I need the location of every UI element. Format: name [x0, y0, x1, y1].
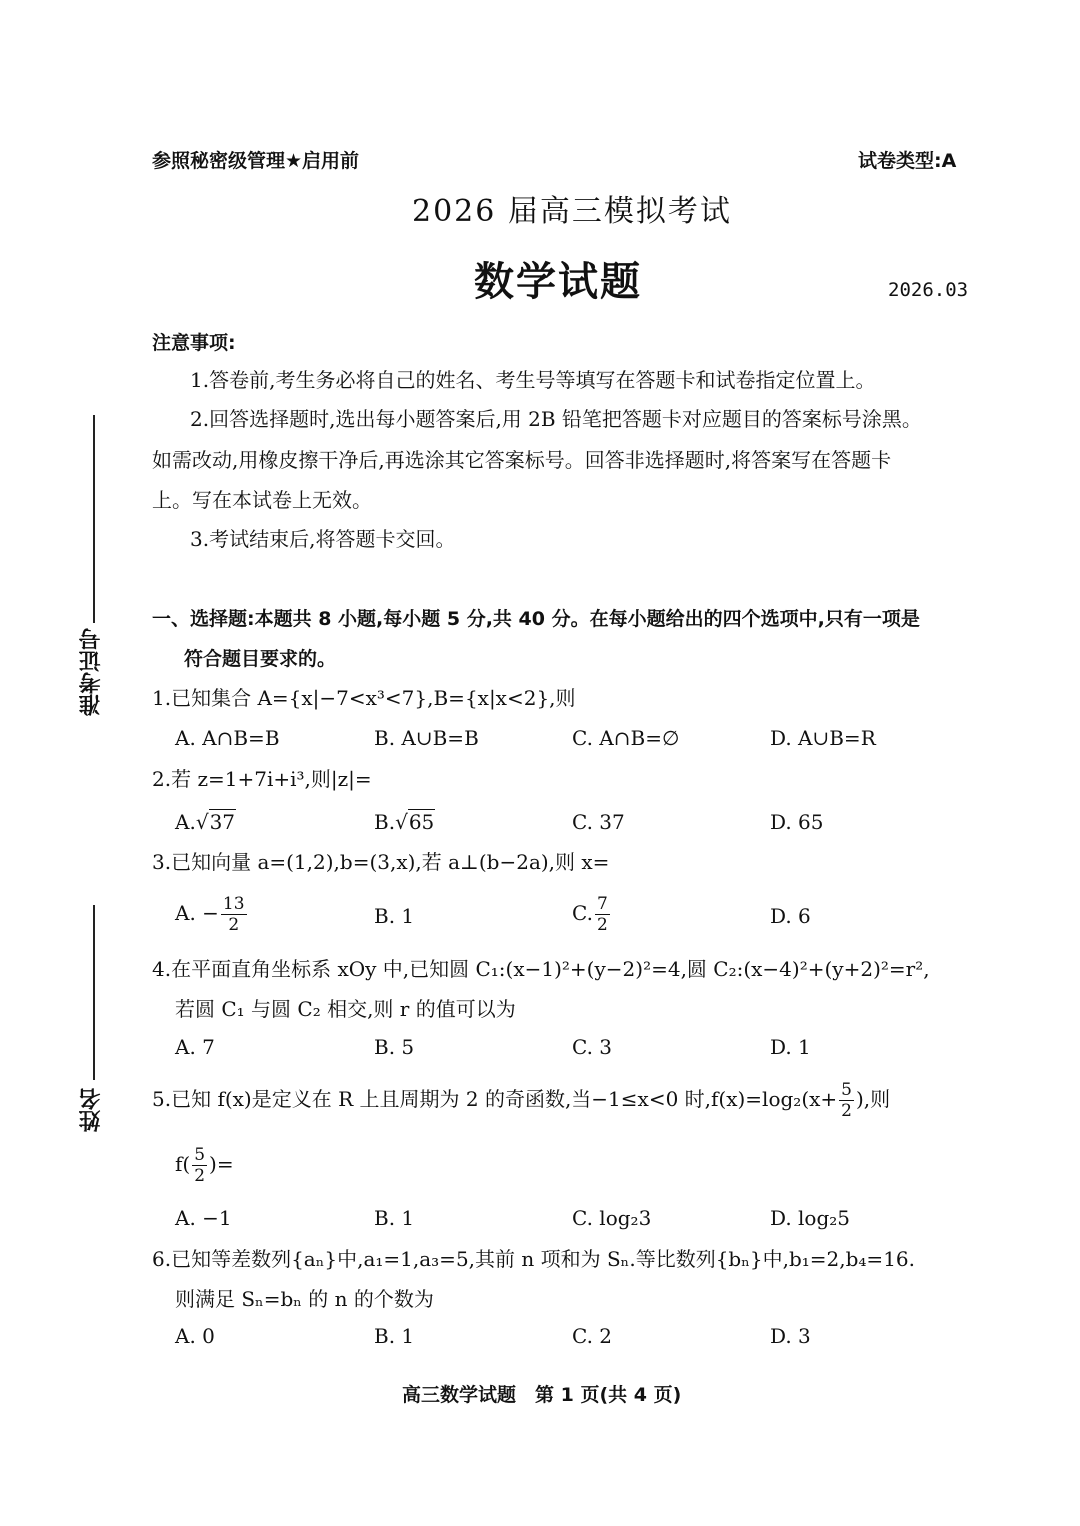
section-heading-line-1: 一、选择题:本题共 8 小题,每小题 5 分,共 40 分。在每小题给出的四个选项中,只有一项是 [152, 608, 920, 630]
question-4-option-b: B. 5 [374, 1035, 415, 1059]
question-2-stem: 2.若 z=1+7i+i³,则|z|= [152, 767, 372, 791]
question-1-option-b: B. A∪B=B [374, 726, 479, 750]
notice-item-2-line-1: 2.回答选择题时,选出每小题答案后,用 2B 铅笔把答题卡对应题目的答案标号涂黑。 [190, 407, 922, 431]
question-1-stem: 1.已知集合 A={x|−7<x³<7},B={x|x<2},则 [152, 686, 576, 710]
fraction [221, 894, 247, 935]
question-5-option-a: A. −1 [175, 1206, 232, 1230]
question-2-option-a-radicand: 37 [209, 810, 236, 834]
question-3-option-c-prefix: C. [572, 901, 593, 925]
question-6-stem-line-1: 6.已知等差数列{aₙ}中,a₁=1,a₃=5,其前 n 项和为 Sₙ.等比数列{bₙ}中,b₁=2,b₄=16. [152, 1247, 915, 1271]
question-5-stem [152, 1080, 890, 1121]
subject-title: 数学试题 [474, 259, 642, 305]
page-footer: 高三数学试题 第 1 页(共 4 页) [402, 1384, 682, 1406]
notice-item-2-line-2: 如需改动,用橡皮擦干净后,再选涂其它答案标号。回答非选择题时,将答案写在答题卡 [152, 448, 892, 472]
question-1-option-d: D. A∪B=R [770, 726, 876, 750]
question-2-option-b-radicand: 65 [408, 810, 435, 834]
question-2-option-b [374, 810, 435, 834]
fraction [192, 1145, 207, 1186]
name-line [93, 905, 95, 1080]
question-5-stem-main: 5.已知 f(x)是定义在 R 上且周期为 2 的奇函数,当−1≤x<0 时,f(x)=log₂(x+ [152, 1087, 838, 1111]
ticket-number-line [93, 415, 95, 623]
question-5-expression [175, 1145, 234, 1186]
question-2-option-a-prefix: A. [175, 810, 196, 834]
question-6-stem-line-2: 则满足 Sₙ=bₙ 的 n 的个数为 [175, 1287, 434, 1311]
question-2-option-a [175, 810, 236, 834]
question-5-stem-tail: ),则 [855, 1087, 891, 1111]
fraction-denominator: 2 [841, 1101, 852, 1121]
question-3-option-c [572, 894, 612, 935]
f-open: f( [175, 1152, 191, 1176]
fraction-numerator: 5 [841, 1080, 852, 1100]
fraction [595, 894, 610, 935]
fraction-numerator: 13 [222, 894, 245, 914]
question-3-option-a [175, 894, 249, 935]
sqrt-symbol: √65 [395, 810, 435, 834]
confidential-notice: 参照秘密级管理★启用前 [152, 150, 360, 172]
question-3-option-d: D. 6 [770, 904, 811, 928]
question-6-option-b: B. 1 [374, 1324, 415, 1348]
question-4-option-d: D. 1 [770, 1035, 811, 1059]
question-2-option-d: D. 65 [770, 810, 824, 834]
fraction-denominator: 2 [596, 915, 608, 935]
sqrt-symbol: √37 [195, 810, 236, 834]
f-close: )= [209, 1152, 234, 1176]
name-label: 姓名 [79, 1088, 104, 1132]
exam-date: 2026.03 [888, 279, 969, 301]
question-1-option-c: C. A∩B=∅ [572, 726, 680, 750]
question-4-stem-line-1: 4.在平面直角坐标系 xOy 中,已知圆 C₁:(x−1)²+(y−2)²=4,圆 C₂:(x−4)²+(y+2)²=r², [152, 957, 930, 981]
question-6-option-d: D. 3 [770, 1324, 811, 1348]
fraction-denominator: 2 [194, 1166, 206, 1186]
question-3-stem: 3.已知向量 a=(1,2),b=(3,x),若 a⊥(b−2a),则 x= [152, 850, 610, 874]
notice-item-2-line-3: 上。写在本试卷上无效。 [152, 488, 372, 512]
question-5-option-c: C. log₂3 [572, 1206, 652, 1230]
fraction [839, 1080, 854, 1121]
fraction-denominator: 2 [228, 915, 240, 935]
notice-heading: 注意事项: [152, 332, 236, 354]
question-3-option-a-prefix: A. − [175, 901, 219, 925]
question-6-option-c: C. 2 [572, 1324, 613, 1348]
question-4-option-c: C. 3 [572, 1035, 613, 1059]
fraction-numerator: 5 [194, 1145, 206, 1165]
question-2-option-b-prefix: B. [374, 810, 396, 834]
question-1-option-a: A. A∩B=B [175, 726, 280, 750]
section-heading-line-2: 符合题目要求的。 [184, 648, 337, 670]
question-6-option-a: A. 0 [175, 1324, 215, 1348]
question-2-option-c: C. 37 [572, 810, 625, 834]
question-4-stem-line-2: 若圆 C₁ 与圆 C₂ 相交,则 r 的值可以为 [175, 997, 516, 1021]
paper-type: 试卷类型:A [858, 150, 957, 172]
question-5-option-d: D. log₂5 [770, 1206, 851, 1230]
question-4-option-a: A. 7 [175, 1035, 215, 1059]
notice-item-1: 1.答卷前,考生务必将自己的姓名、考生号等填写在答题卡和试卷指定位置上。 [190, 368, 876, 392]
ticket-number-label: 准考证号 [79, 628, 104, 716]
notice-item-3: 3.考试结束后,将答题卡交回。 [190, 527, 456, 551]
exam-title: 2026 届高三模拟考试 [412, 194, 732, 229]
question-5-option-b: B. 1 [374, 1206, 415, 1230]
question-3-option-b: B. 1 [374, 904, 415, 928]
fraction-numerator: 7 [596, 894, 608, 914]
